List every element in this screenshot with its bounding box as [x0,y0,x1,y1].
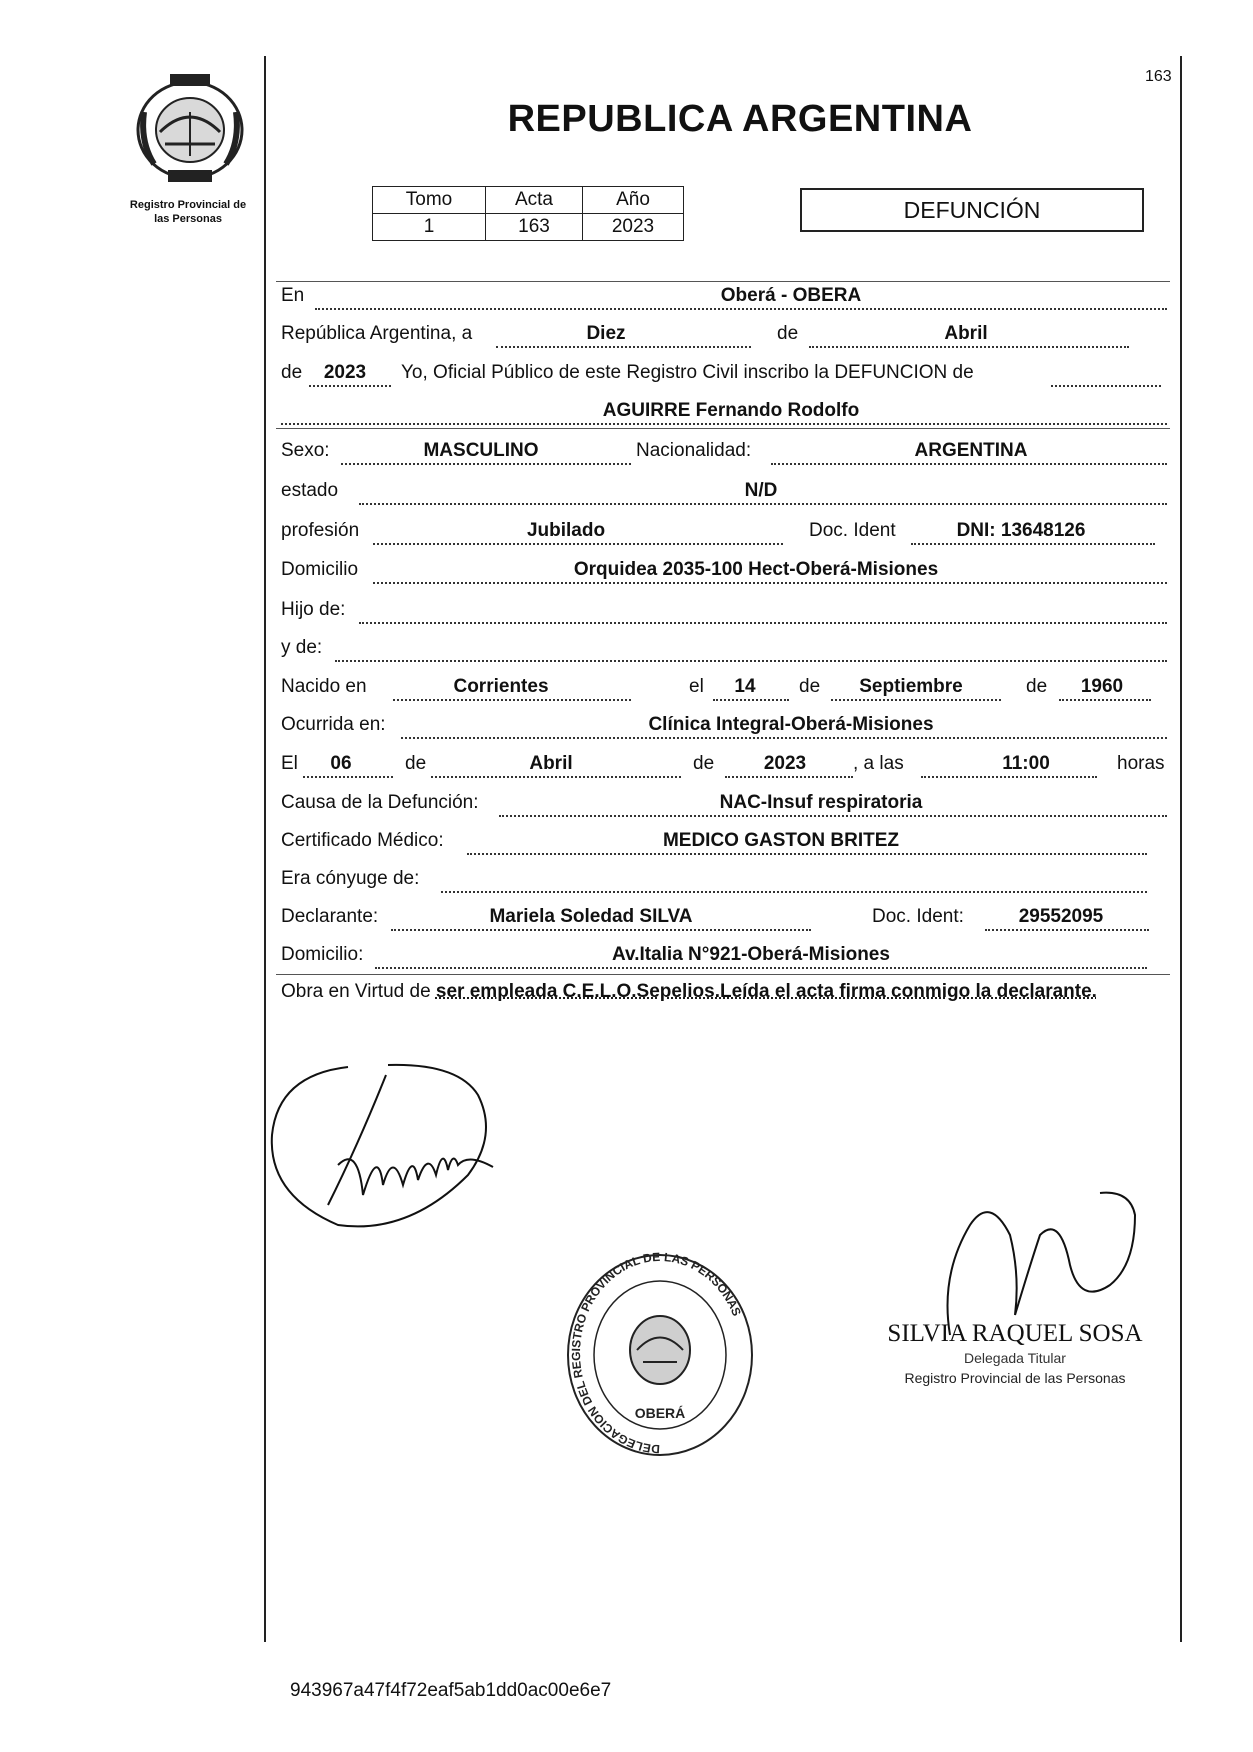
stamp-text: DELEGACION DEL REGISTRO PROVINCIAL DE LAS PERSONAS [568,1250,744,1457]
registry-value-tomo: 1 [373,214,486,241]
causa-label: Causa de la Defunción: [281,792,479,813]
profesion-value: Jubilado [526,520,606,541]
fallecido-value: AGUIRRE Fernando Rodolfo [602,400,860,421]
row-causa [281,790,1167,816]
right-margin-line [1180,56,1182,1642]
row-profesion [281,518,1167,544]
rule-2 [276,428,1170,429]
nac-dia-value: 14 [734,676,756,697]
decl-doc-value: 29552095 [1018,906,1104,927]
profesion-label: profesión [281,520,360,541]
republica-label: República Argentina, a [281,323,473,344]
decl-domicilio-label: Domicilio: [281,944,364,965]
org-caption [108,198,268,226]
decl-doc-label: Doc. Ident: [872,906,964,927]
row-lugar [281,283,1167,309]
sexo-label: Sexo: [281,440,330,461]
row-decl-domicilio [281,942,1167,968]
document-hash: 943967a47f4f72eaf5ab1dd0ac00e6e7 [290,1680,612,1701]
row-hijo [281,597,1167,623]
nac-anio-value: 1960 [1080,676,1124,697]
provincial-seal-logo [130,72,250,184]
page-number: 163 [1145,68,1172,85]
nacido-el-label: el [689,676,704,697]
horas-label: horas [1117,753,1165,774]
declarant-signature [268,1055,518,1235]
official-org: Registro Provincial de las Personas [904,1370,1126,1386]
org-line-2: las Personas [154,213,222,225]
row-fecha-defuncion [281,751,1167,777]
row-estado [281,478,1167,504]
fecha-el-label: El [281,753,298,774]
inscribo-dots [1051,385,1161,387]
left-margin-line [264,56,266,1642]
registry-value-acta: 163 [486,214,583,241]
registry-value-row [373,214,684,241]
lugar-label: En [281,285,305,306]
a-las-label: , a las [853,753,904,774]
ocurrida-value: Clínica Integral-Oberá-Misiones [648,714,934,735]
row-fallecido [281,398,1167,424]
estado-label: estado [281,480,339,501]
top-rule [276,281,1170,282]
domicilio-value: Orquidea 2035-100 Hect-Oberá-Misiones [573,559,939,580]
conyuge-dots [441,891,1147,893]
domicilio-label: Domicilio [281,559,359,580]
registry-header-tomo: Tomo [373,187,486,214]
fecha-mes-value: Abril [529,753,573,774]
ocurrida-label: Ocurrida en: [281,714,386,735]
stamp-city: OBERÁ [634,1405,686,1421]
doc-value: DNI: 13648126 [956,520,1086,541]
row-ydе [281,635,1167,661]
virtud-label: Obra en Virtud de [281,981,431,1002]
nacionalidad-label: Nacionalidad: [636,440,752,461]
org-line-1: Registro Provincial de [129,199,247,211]
hijo-dots [359,622,1167,624]
row-inscribo [281,360,1167,386]
dia-value: Diez [586,323,626,344]
anio-value: 2023 [323,362,367,383]
nac-de-label-1: de [799,676,821,697]
anio-prefix: de [281,362,303,383]
lugar-value: Oberá - OBERA [720,285,862,306]
doc-label: Doc. Ident [809,520,896,541]
declarante-value: Mariela Soledad SILVA [489,906,693,927]
page-title: REPUBLICA ARGENTINA [507,98,973,140]
nac-mes-value: Septiembre [859,676,963,697]
virtud-paragraph [281,980,1181,1004]
hijo-label: Hijo de: [281,599,346,620]
registry-header-anio: Año [583,187,684,214]
row-ocurrida [281,712,1167,738]
hora-value: 11:00 [1002,753,1050,774]
row-declarante [281,904,1167,930]
yde-label: y de: [281,637,323,658]
inscribo-text: Yo, Oficial Público de este Registro Civil inscribo la DEFUNCION de [401,362,974,383]
certificado-value: MEDICO GASTON BRITEZ [662,830,900,851]
declarante-label: Declarante: [281,906,379,927]
row-domicilio [281,557,1167,583]
nacido-label: Nacido en [281,676,367,697]
office-stamp [565,1250,755,1460]
row-certificado [281,828,1167,854]
nacido-value: Corrientes [453,676,549,697]
conyuge-label: Era cónyuge de: [281,868,420,889]
row-conyuge [281,866,1167,892]
official-role: Delegada Titular [964,1350,1066,1366]
fecha-de-label-2: de [693,753,715,774]
registry-header-row [373,187,684,214]
causa-value: NAC-Insuf respiratoria [719,792,923,813]
document-type-box [800,188,1144,232]
virtud-value: ser empleada C.E.L.O.Sepelios.Leída el acta firma conmigo la declarante. [435,981,1097,1002]
mes-value: Abril [944,323,988,344]
de-label-1: de [777,323,799,344]
fecha-dia-value: 06 [330,753,352,774]
fecha-anio-value: 2023 [763,753,807,774]
decl-domicilio-value: Av.Italia N°921-Oberá-Misiones [612,944,890,965]
registry-table [372,186,684,241]
certificado-label: Certificado Médico: [281,830,444,851]
yde-dots [335,660,1167,662]
official-name: SILVIA RAQUEL SOSA [887,1320,1143,1347]
row-nacido [281,674,1167,700]
estado-value: N/D [744,480,778,501]
registry-value-anio: 2023 [583,214,684,241]
row-sexo [281,438,1167,464]
document-type: DEFUNCIÓN [903,196,1041,223]
rule-3 [276,974,1170,975]
row-fecha-inscripcion [281,321,1167,347]
fecha-de-label-1: de [405,753,427,774]
sexo-value: MASCULINO [423,440,539,461]
registry-header-acta: Acta [486,187,583,214]
nacionalidad-value: ARGENTINA [914,440,1028,461]
nac-de-label-2: de [1026,676,1048,697]
